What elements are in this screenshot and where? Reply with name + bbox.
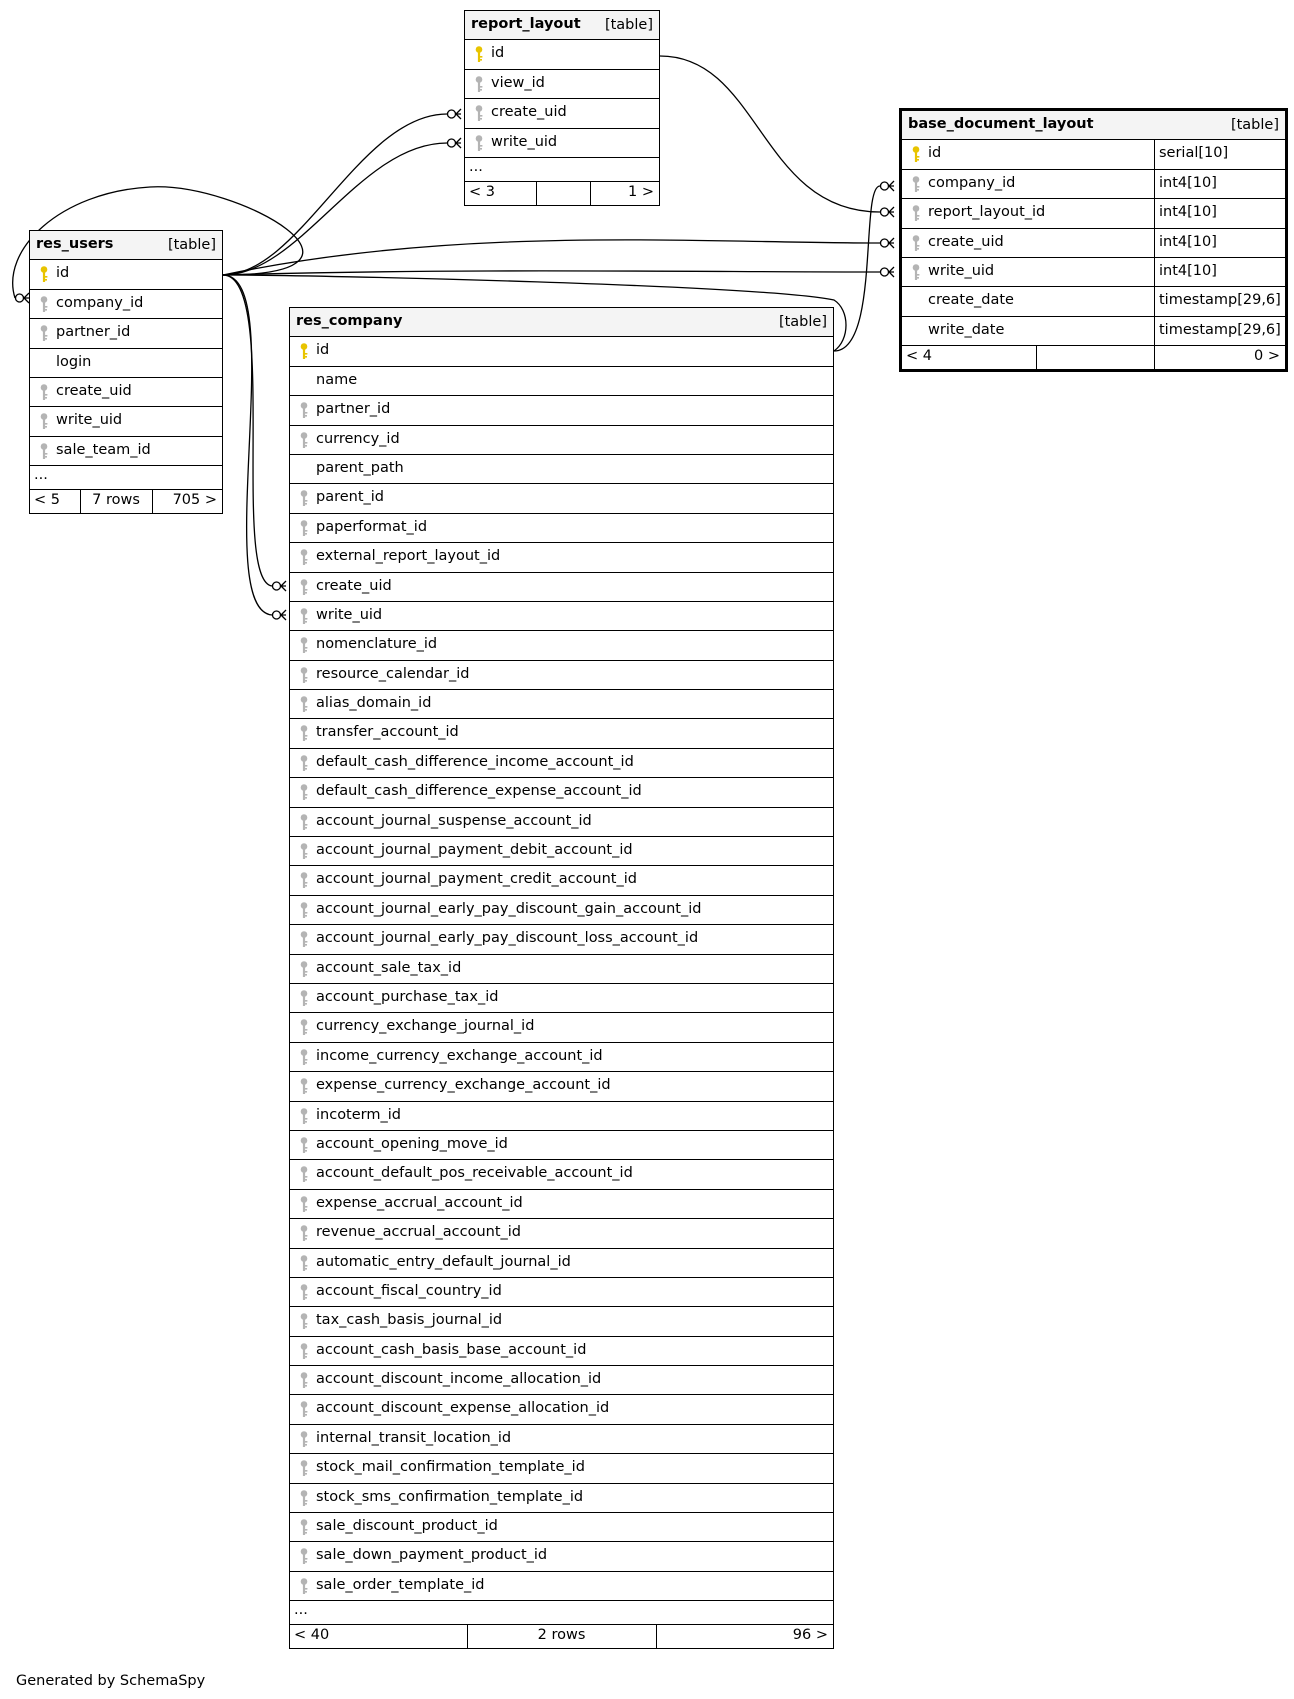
table-header xyxy=(290,308,833,337)
column-name: write_uid xyxy=(56,412,123,429)
column-type: int4[10] xyxy=(1159,262,1217,279)
foreign-key-icon xyxy=(298,1459,310,1477)
column-name: resource_calendar_id xyxy=(316,665,470,682)
ellipsis-text: ... xyxy=(469,158,483,175)
column-row[interactable] xyxy=(290,896,833,925)
column-name: id xyxy=(928,145,942,162)
foreign-key-icon xyxy=(298,578,310,596)
column-row[interactable] xyxy=(30,349,222,378)
table-report-layout[interactable] xyxy=(464,10,660,206)
column-type-cell xyxy=(1154,258,1285,286)
table-type-label: [table] xyxy=(604,17,653,33)
column-row[interactable] xyxy=(290,1395,833,1424)
column-row[interactable] xyxy=(290,1249,833,1278)
column-name: income_currency_exchange_account_id xyxy=(316,1047,603,1064)
foreign-key-icon xyxy=(298,519,310,537)
column-row[interactable] xyxy=(290,1043,833,1072)
foreign-key-icon xyxy=(298,989,310,1007)
table-type-label: [table] xyxy=(167,237,216,253)
column-type: timestamp[29,6] xyxy=(1159,321,1281,338)
foreign-key-icon xyxy=(298,901,310,919)
crows-foot-marker xyxy=(448,138,462,148)
foreign-key-icon xyxy=(298,871,310,889)
column-row[interactable] xyxy=(902,140,1285,169)
foreign-key-icon xyxy=(298,930,310,948)
foreign-key-icon xyxy=(298,489,310,507)
relationship-line xyxy=(223,143,447,275)
column-name: write_uid xyxy=(491,133,558,150)
column-name: name xyxy=(316,371,358,388)
column-name: expense_accrual_account_id xyxy=(316,1194,523,1211)
column-name: automatic_entry_default_journal_id xyxy=(316,1253,571,1270)
column-row[interactable] xyxy=(290,690,833,719)
footer-divider xyxy=(467,1625,468,1648)
column-type-cell xyxy=(1154,199,1285,227)
primary-key-icon xyxy=(298,342,310,360)
column-row[interactable] xyxy=(30,260,222,289)
column-name: account_journal_suspense_account_id xyxy=(316,812,592,829)
foreign-key-icon xyxy=(298,1254,310,1272)
column-row[interactable] xyxy=(902,287,1285,316)
column-row[interactable] xyxy=(290,1337,833,1366)
ellipsis-text: ... xyxy=(294,1602,308,1619)
foreign-key-icon xyxy=(298,401,310,419)
column-name: nomenclature_id xyxy=(316,636,438,653)
column-type-cell xyxy=(1154,140,1285,168)
foreign-key-icon xyxy=(473,75,485,93)
column-name: create_uid xyxy=(56,382,132,399)
column-row[interactable] xyxy=(290,1131,833,1160)
column-name: account_discount_income_allocation_id xyxy=(316,1371,602,1388)
table-name: res_company xyxy=(296,313,403,329)
foreign-key-icon xyxy=(38,442,50,460)
crows-foot-marker xyxy=(273,581,287,591)
column-name: default_cash_difference_expense_account_id xyxy=(316,783,642,800)
column-name: company_id xyxy=(56,294,144,311)
column-name: account_journal_early_pay_discount_gain_account_id xyxy=(316,900,702,917)
table-name: res_users xyxy=(36,236,114,252)
column-type: int4[10] xyxy=(1159,204,1217,221)
footer-parent-count[interactable]: < 40 xyxy=(294,1627,330,1644)
primary-key-icon xyxy=(38,265,50,283)
column-row[interactable] xyxy=(290,602,833,631)
table-name: report_layout xyxy=(471,16,581,32)
column-name: account_journal_payment_debit_account_id xyxy=(316,842,633,859)
foreign-key-icon xyxy=(298,607,310,625)
more-columns-ellipsis xyxy=(465,158,659,182)
column-row[interactable] xyxy=(290,367,833,396)
column-row[interactable] xyxy=(902,229,1285,258)
column-row[interactable] xyxy=(290,1425,833,1454)
foreign-key-icon xyxy=(298,960,310,978)
foreign-key-icon xyxy=(298,783,310,801)
column-name: stock_mail_confirmation_template_id xyxy=(316,1459,585,1476)
foreign-key-icon xyxy=(298,1312,310,1330)
foreign-key-icon xyxy=(298,1547,310,1565)
ellipsis-text: ... xyxy=(34,467,48,484)
column-row[interactable] xyxy=(290,984,833,1013)
foreign-key-icon xyxy=(298,1195,310,1213)
column-row[interactable] xyxy=(465,40,659,69)
column-row[interactable] xyxy=(30,319,222,348)
foreign-key-icon xyxy=(910,234,922,252)
column-row[interactable] xyxy=(290,1307,833,1336)
column-name: revenue_accrual_account_id xyxy=(316,1224,522,1241)
column-type: timestamp[29,6] xyxy=(1159,292,1281,309)
foreign-key-icon xyxy=(298,1018,310,1036)
relationship-line xyxy=(834,186,880,351)
table-footer xyxy=(465,182,659,205)
column-name: id xyxy=(491,45,505,62)
column-name: id xyxy=(56,265,70,282)
column-row[interactable] xyxy=(290,1160,833,1189)
column-name: expense_currency_exchange_account_id xyxy=(316,1077,611,1094)
column-row[interactable] xyxy=(290,1454,833,1483)
column-name: create_date xyxy=(928,292,1014,309)
table-footer xyxy=(902,346,1285,369)
table-base-document-layout[interactable] xyxy=(899,108,1288,372)
footer-divider xyxy=(590,182,591,205)
column-name: id xyxy=(316,342,330,359)
foreign-key-icon xyxy=(298,636,310,654)
column-name: create_uid xyxy=(491,104,567,121)
foreign-key-icon xyxy=(473,134,485,152)
footer-child-count[interactable]: 1 > xyxy=(628,183,654,200)
footer-parent-count[interactable]: < 4 xyxy=(906,348,932,365)
column-type: int4[10] xyxy=(1159,174,1217,191)
foreign-key-icon xyxy=(298,431,310,449)
foreign-key-icon xyxy=(910,204,922,222)
crows-foot-marker xyxy=(881,207,895,217)
column-row[interactable] xyxy=(290,837,833,866)
column-name: sale_down_payment_product_id xyxy=(316,1547,548,1564)
crows-foot-marker xyxy=(448,109,462,119)
column-type: serial[10] xyxy=(1159,145,1229,162)
foreign-key-icon xyxy=(298,1489,310,1507)
foreign-key-icon xyxy=(298,1518,310,1536)
primary-key-icon xyxy=(473,45,485,63)
foreign-key-icon xyxy=(298,1400,310,1418)
column-row[interactable] xyxy=(290,719,833,748)
table-type-label: [table] xyxy=(1230,117,1279,133)
footer-parent-count[interactable]: < 5 xyxy=(34,492,60,509)
column-name: stock_sms_confirmation_template_id xyxy=(316,1488,584,1505)
column-type-cell xyxy=(1154,229,1285,257)
column-name: tax_cash_basis_journal_id xyxy=(316,1312,503,1329)
column-type-cell xyxy=(1154,287,1285,315)
column-name: account_journal_payment_credit_account_id xyxy=(316,871,637,888)
column-name: currency_id xyxy=(316,430,400,447)
footer-child-count[interactable]: 705 > xyxy=(172,492,217,509)
crows-foot-marker xyxy=(273,610,287,620)
table-header xyxy=(465,11,659,40)
table-res-company[interactable] xyxy=(289,307,834,1649)
crows-foot-marker xyxy=(881,238,895,248)
foreign-key-icon xyxy=(298,695,310,713)
column-name: transfer_account_id xyxy=(316,724,459,741)
column-row[interactable] xyxy=(290,631,833,660)
column-row[interactable] xyxy=(30,437,222,466)
foreign-key-icon xyxy=(298,1430,310,1448)
foreign-key-icon xyxy=(298,1048,310,1066)
column-name: create_uid xyxy=(316,577,392,594)
column-row[interactable] xyxy=(290,1366,833,1395)
column-name: account_default_pos_receivable_account_id xyxy=(316,1165,633,1182)
table-footer xyxy=(30,490,222,513)
column-row[interactable] xyxy=(290,808,833,837)
footer-divider xyxy=(152,490,153,513)
table-footer xyxy=(290,1625,833,1648)
foreign-key-icon xyxy=(298,1283,310,1301)
footer-row-count: 2 rows xyxy=(537,1627,586,1644)
foreign-key-icon xyxy=(298,842,310,860)
footer-parent-count[interactable]: < 3 xyxy=(469,183,495,200)
column-name: write_uid xyxy=(316,606,383,623)
column-name: account_discount_expense_allocation_id xyxy=(316,1400,610,1417)
crows-foot-marker xyxy=(16,293,30,303)
column-row[interactable] xyxy=(290,778,833,807)
column-name: write_date xyxy=(928,321,1005,338)
column-name: alias_domain_id xyxy=(316,695,432,712)
column-name: currency_exchange_journal_id xyxy=(316,1018,535,1035)
table-header xyxy=(902,111,1285,140)
column-type-cell xyxy=(1154,170,1285,198)
column-row[interactable] xyxy=(290,1190,833,1219)
foreign-key-icon xyxy=(910,263,922,281)
column-row[interactable] xyxy=(290,543,833,572)
footer-row-count: 7 rows xyxy=(92,492,140,509)
column-name: partner_id xyxy=(316,401,391,418)
column-name: account_cash_basis_base_account_id xyxy=(316,1341,587,1358)
foreign-key-icon xyxy=(38,295,50,313)
foreign-key-icon xyxy=(298,1224,310,1242)
column-row[interactable] xyxy=(290,426,833,455)
column-name: account_journal_early_pay_discount_loss_account_id xyxy=(316,930,699,947)
column-row[interactable] xyxy=(30,407,222,436)
relationship-line xyxy=(660,56,880,212)
column-name: account_opening_move_id xyxy=(316,1135,508,1152)
foreign-key-icon xyxy=(38,383,50,401)
column-name: external_report_layout_id xyxy=(316,548,501,565)
column-row[interactable] xyxy=(465,129,659,158)
foreign-key-icon xyxy=(298,1577,310,1595)
column-row[interactable] xyxy=(290,661,833,690)
column-row[interactable] xyxy=(290,455,833,484)
foreign-key-icon xyxy=(298,1077,310,1095)
foreign-key-icon xyxy=(910,175,922,193)
column-name: sale_team_id xyxy=(56,441,151,458)
column-row[interactable] xyxy=(30,290,222,319)
column-name: account_fiscal_country_id xyxy=(316,1282,502,1299)
column-name: sale_discount_product_id xyxy=(316,1518,498,1535)
column-name: view_id xyxy=(491,74,545,91)
column-row[interactable] xyxy=(290,573,833,602)
column-row[interactable] xyxy=(290,1072,833,1101)
footer-child-count[interactable]: 0 > xyxy=(1254,348,1280,365)
crows-foot-marker xyxy=(881,181,895,191)
crows-foot-marker xyxy=(881,267,895,277)
generated-by-label: Generated by SchemaSpy xyxy=(16,1673,206,1689)
column-name: paperformat_id xyxy=(316,518,428,535)
column-row[interactable] xyxy=(902,199,1285,228)
column-name: report_layout_id xyxy=(928,204,1046,221)
foreign-key-icon xyxy=(298,1107,310,1125)
primary-key-icon xyxy=(910,145,922,163)
column-name: parent_id xyxy=(316,489,385,506)
column-name: internal_transit_location_id xyxy=(316,1429,512,1446)
column-row[interactable] xyxy=(290,337,833,366)
column-row[interactable] xyxy=(290,866,833,895)
foreign-key-icon xyxy=(38,412,50,430)
foreign-key-icon xyxy=(298,813,310,831)
column-row[interactable] xyxy=(30,378,222,407)
footer-child-count[interactable]: 96 > xyxy=(792,1627,828,1644)
column-name: sale_order_template_id xyxy=(316,1576,485,1593)
foreign-key-icon xyxy=(298,548,310,566)
foreign-key-icon xyxy=(298,1165,310,1183)
table-header xyxy=(30,231,222,260)
column-row[interactable] xyxy=(902,258,1285,287)
footer-divider xyxy=(656,1625,657,1648)
footer-divider xyxy=(80,490,81,513)
column-row[interactable] xyxy=(290,955,833,984)
foreign-key-icon xyxy=(298,1342,310,1360)
foreign-key-icon xyxy=(298,1136,310,1154)
relationship-line xyxy=(223,271,880,275)
column-name: incoterm_id xyxy=(316,1106,401,1123)
column-name: partner_id xyxy=(56,324,131,341)
footer-divider xyxy=(1154,346,1155,369)
column-row[interactable] xyxy=(290,1278,833,1307)
relationship-line xyxy=(223,114,447,275)
column-name: parent_path xyxy=(316,459,404,476)
column-row[interactable] xyxy=(290,1513,833,1542)
foreign-key-icon xyxy=(38,324,50,342)
table-res-users[interactable] xyxy=(29,230,223,514)
relationship-line xyxy=(223,240,880,275)
column-name: create_uid xyxy=(928,233,1004,250)
foreign-key-icon xyxy=(298,1371,310,1389)
column-row[interactable] xyxy=(290,396,833,425)
column-name: write_uid xyxy=(928,262,995,279)
table-name: base_document_layout xyxy=(908,116,1094,132)
foreign-key-icon xyxy=(473,104,485,122)
column-row[interactable] xyxy=(465,70,659,99)
column-row[interactable] xyxy=(290,925,833,954)
column-row[interactable] xyxy=(290,1484,833,1513)
column-row[interactable] xyxy=(290,1219,833,1248)
column-row[interactable] xyxy=(290,1013,833,1042)
column-row[interactable] xyxy=(290,514,833,543)
column-name: account_purchase_tax_id xyxy=(316,988,499,1005)
column-row[interactable] xyxy=(290,484,833,513)
relationship-line xyxy=(223,275,272,615)
footer-divider xyxy=(536,182,537,205)
footer-divider xyxy=(1036,346,1037,369)
column-name: account_sale_tax_id xyxy=(316,959,462,976)
column-name: login xyxy=(56,353,92,370)
column-row[interactable] xyxy=(290,1542,833,1571)
column-row[interactable] xyxy=(290,1102,833,1131)
column-type-cell xyxy=(1154,317,1285,345)
more-columns-ellipsis xyxy=(290,1601,833,1625)
column-name: default_cash_difference_income_account_id xyxy=(316,753,634,770)
foreign-key-icon xyxy=(298,666,310,684)
column-type: int4[10] xyxy=(1159,233,1217,250)
column-row[interactable] xyxy=(290,1572,833,1601)
column-row[interactable] xyxy=(465,99,659,128)
column-name: company_id xyxy=(928,174,1016,191)
column-row[interactable] xyxy=(290,749,833,778)
foreign-key-icon xyxy=(298,754,310,772)
table-type-label: [table] xyxy=(778,314,827,330)
column-row[interactable] xyxy=(902,317,1285,346)
foreign-key-icon xyxy=(298,724,310,742)
column-row[interactable] xyxy=(902,170,1285,199)
more-columns-ellipsis xyxy=(30,466,222,490)
